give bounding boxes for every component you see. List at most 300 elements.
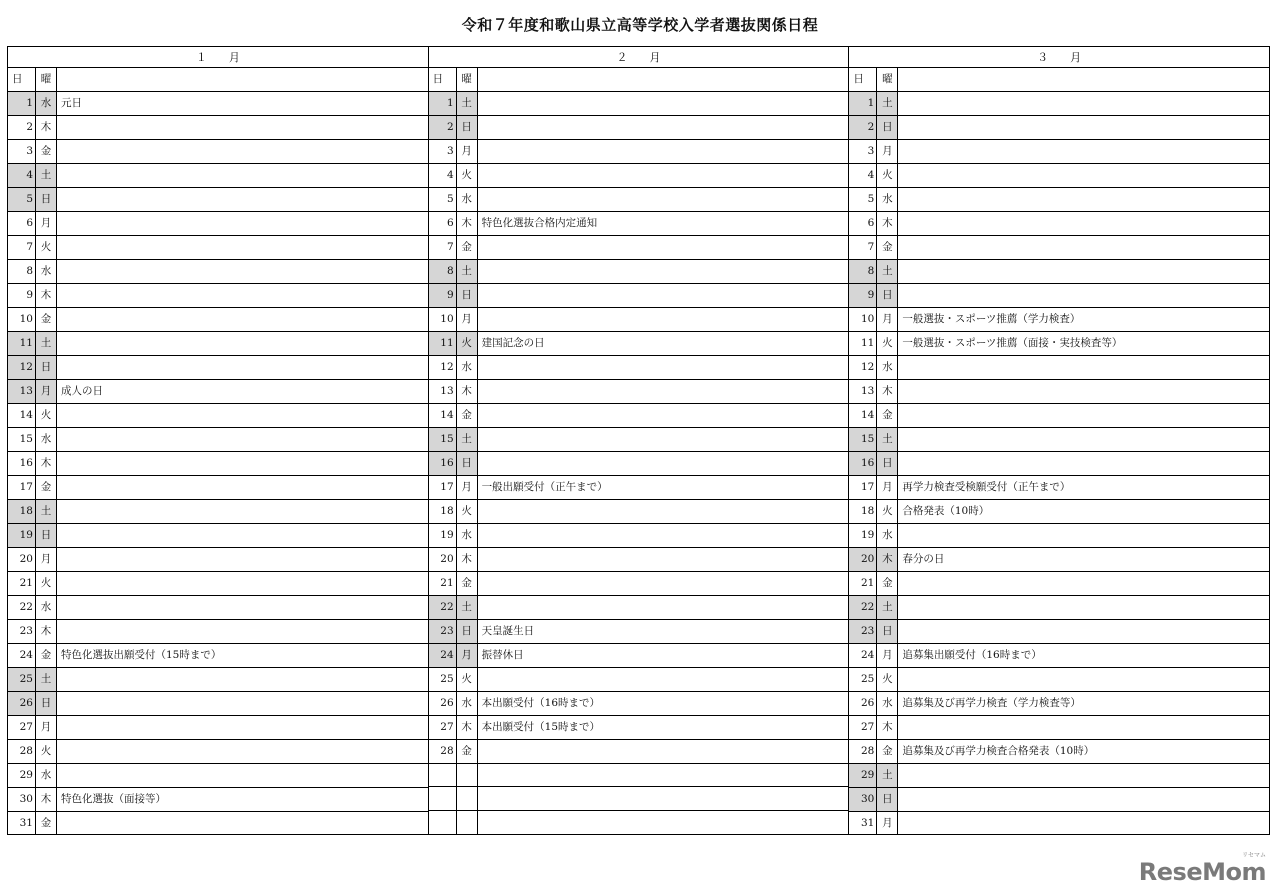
event-text — [477, 548, 849, 571]
day-number: 16 — [429, 452, 456, 475]
table-row — [8, 740, 428, 764]
table-row — [8, 548, 428, 572]
weekday: 金 — [35, 308, 56, 331]
day-number — [429, 811, 456, 834]
event-text — [56, 140, 428, 163]
table-row — [429, 692, 849, 716]
event-text — [477, 524, 849, 547]
event-text — [56, 260, 428, 283]
table-row — [429, 380, 849, 404]
event-text: 元日 — [56, 92, 428, 115]
month-column — [8, 47, 428, 834]
page-title: 令和７年度和歌山県立高等学校入学者選抜関係日程 — [461, 16, 819, 34]
day-number: 2 — [849, 116, 876, 139]
weekday: 水 — [35, 428, 56, 451]
table-row — [429, 404, 849, 428]
day-number: 1 — [8, 92, 35, 115]
table-row — [429, 164, 849, 188]
day-number: 4 — [8, 164, 35, 187]
weekday: 水 — [456, 524, 477, 547]
weekday: 土 — [876, 428, 897, 451]
day-number: 6 — [446, 217, 454, 229]
event-text — [56, 452, 428, 475]
event-text: 再学力検査受検願受付（正午まで） — [897, 476, 1269, 499]
day-number: 19 — [8, 524, 35, 547]
month-column — [428, 47, 849, 834]
day-number: 6 — [867, 217, 875, 229]
event-text — [477, 596, 849, 619]
table-row — [8, 572, 428, 596]
weekday: 木 — [456, 716, 477, 739]
weekday: 月 — [876, 308, 897, 331]
weekday: 金 — [456, 572, 477, 595]
event-text — [56, 572, 428, 595]
table-row — [429, 236, 849, 260]
day-column-header: 日 — [432, 73, 444, 85]
day-number: 5 — [8, 188, 35, 211]
event-text — [897, 428, 1269, 451]
table-row — [429, 572, 849, 596]
weekday-column-header: 曜 — [35, 68, 56, 91]
weekday: 土 — [876, 596, 897, 619]
table-row — [429, 716, 849, 740]
table-row — [429, 500, 849, 524]
weekday: 水 — [35, 92, 56, 115]
day-number: 13 — [860, 385, 875, 397]
event-text — [56, 116, 428, 139]
event-text — [56, 764, 428, 787]
event-text — [56, 596, 428, 619]
weekday: 木 — [876, 548, 897, 571]
day-number: 12 — [440, 361, 454, 373]
weekday: 火 — [35, 572, 56, 595]
event-text — [477, 572, 849, 595]
event-text: 成人の日 — [56, 380, 428, 403]
day-number: 3 — [26, 145, 33, 157]
day-number: 22 — [429, 596, 456, 619]
event-text — [897, 668, 1269, 691]
day-number: 27 — [440, 721, 454, 733]
day-number: 23 — [19, 625, 33, 637]
month-column — [848, 47, 1269, 834]
day-number: 19 — [440, 529, 454, 541]
table-row — [849, 596, 1269, 620]
weekday: 水 — [876, 356, 897, 379]
event-text — [56, 236, 428, 259]
weekday: 月 — [35, 380, 56, 403]
event-text — [477, 764, 849, 786]
event-text — [56, 500, 428, 523]
weekday — [456, 787, 477, 809]
day-number: 26 — [8, 692, 35, 715]
event-column-header — [897, 68, 1269, 91]
table-row — [8, 92, 428, 116]
day-number: 9 — [429, 284, 456, 307]
table-row — [849, 572, 1269, 596]
weekday: 月 — [876, 812, 897, 835]
table-row — [849, 668, 1269, 692]
weekday: 木 — [456, 548, 477, 571]
weekday: 土 — [456, 428, 477, 451]
table-row — [429, 740, 849, 764]
event-text — [56, 212, 428, 235]
weekday: 火 — [35, 740, 56, 763]
day-number: 7 — [446, 241, 454, 253]
event-text — [897, 572, 1269, 595]
event-text — [56, 188, 428, 211]
table-row — [8, 596, 428, 620]
weekday: 日 — [456, 620, 477, 643]
column-header-row — [8, 68, 428, 92]
table-row — [429, 787, 849, 810]
day-number: 29 — [19, 769, 33, 781]
event-text — [897, 212, 1269, 235]
event-text — [56, 308, 428, 331]
table-row — [429, 476, 849, 500]
table-row — [849, 500, 1269, 524]
event-text: 特色化選抜合格内定通知 — [477, 212, 849, 235]
weekday: 土 — [35, 332, 56, 355]
event-text — [897, 284, 1269, 307]
day-number: 28 — [860, 745, 875, 757]
day-number: 10 — [19, 313, 33, 325]
table-row — [429, 428, 849, 452]
weekday: 日 — [35, 188, 56, 211]
schedule-table — [7, 46, 1270, 835]
event-text: 一般選抜・スポーツ推薦（学力検査） — [897, 308, 1269, 331]
weekday: 土 — [35, 668, 56, 691]
weekday: 日 — [456, 284, 477, 307]
weekday: 日 — [456, 116, 477, 139]
event-text — [897, 356, 1269, 379]
table-row — [8, 404, 428, 428]
day-number: 18 — [860, 505, 875, 517]
event-text — [56, 668, 428, 691]
weekday: 水 — [876, 188, 897, 211]
day-number: 30 — [849, 788, 876, 811]
day-number: 11 — [860, 337, 875, 349]
table-row — [8, 716, 428, 740]
day-number: 16 — [19, 457, 33, 469]
table-row — [429, 188, 849, 212]
day-number: 30 — [19, 793, 33, 805]
weekday: 火 — [35, 404, 56, 427]
weekday: 月 — [35, 716, 56, 739]
weekday: 火 — [456, 164, 477, 187]
table-row — [8, 428, 428, 452]
weekday: 土 — [876, 764, 897, 787]
table-row — [8, 164, 428, 188]
table-row — [8, 308, 428, 332]
weekday: 金 — [876, 740, 897, 763]
table-row — [429, 644, 849, 668]
event-text — [56, 548, 428, 571]
weekday: 水 — [456, 692, 477, 715]
event-text — [897, 116, 1269, 139]
table-row — [849, 332, 1269, 356]
table-row — [429, 308, 849, 332]
day-number: 20 — [849, 548, 876, 571]
day-number: 26 — [440, 697, 454, 709]
table-row — [849, 428, 1269, 452]
day-number: 10 — [860, 313, 875, 325]
weekday: 日 — [876, 284, 897, 307]
day-number: 7 — [26, 241, 33, 253]
table-row — [8, 644, 428, 668]
day-number: 11 — [429, 332, 456, 355]
table-row — [849, 452, 1269, 476]
weekday: 水 — [876, 524, 897, 547]
event-text — [477, 740, 849, 763]
day-number: 20 — [19, 553, 33, 565]
day-column-header: 日 — [12, 73, 23, 85]
day-number: 31 — [19, 817, 33, 829]
event-text — [56, 428, 428, 451]
day-number: 25 — [440, 673, 454, 685]
weekday: 木 — [876, 380, 897, 403]
logo-subtext: リセマム — [1242, 852, 1266, 859]
table-row — [429, 260, 849, 284]
event-text — [897, 812, 1269, 835]
event-text — [477, 380, 849, 403]
table-row — [429, 212, 849, 236]
day-number — [429, 787, 456, 809]
table-row — [8, 380, 428, 404]
weekday: 火 — [876, 500, 897, 523]
table-row — [8, 188, 428, 212]
table-row — [849, 284, 1269, 308]
table-row — [849, 812, 1269, 835]
event-text — [56, 716, 428, 739]
weekday — [456, 764, 477, 786]
day-number: 8 — [26, 265, 33, 277]
day-number: 28 — [19, 745, 33, 757]
day-number: 24 — [429, 644, 456, 667]
day-number: 3 — [867, 145, 875, 157]
day-number: 25 — [860, 673, 875, 685]
event-text — [477, 811, 849, 834]
weekday: 日 — [876, 116, 897, 139]
table-row — [849, 788, 1269, 812]
event-text — [477, 308, 849, 331]
table-row — [849, 620, 1269, 644]
day-number: 31 — [860, 817, 875, 829]
day-number: 16 — [849, 452, 876, 475]
day-number: 9 — [26, 289, 33, 301]
event-text — [56, 476, 428, 499]
event-text: 追募集及び再学力検査合格発表（10時） — [897, 740, 1269, 763]
day-number: 25 — [8, 668, 35, 691]
event-text: 本出願受付（16時まで） — [477, 692, 849, 715]
event-text — [897, 764, 1269, 787]
table-row — [429, 332, 849, 356]
day-number: 15 — [849, 428, 876, 451]
weekday: 水 — [35, 764, 56, 787]
weekday: 土 — [876, 260, 897, 283]
table-row — [429, 116, 849, 140]
event-text: 天皇誕生日 — [477, 620, 849, 643]
day-number: 24 — [19, 649, 33, 661]
table-row — [429, 596, 849, 620]
event-text — [897, 188, 1269, 211]
event-text — [477, 428, 849, 451]
day-number: 2 — [429, 116, 456, 139]
day-number: 5 — [446, 193, 454, 205]
weekday: 土 — [456, 596, 477, 619]
weekday: 木 — [35, 620, 56, 643]
weekday: 土 — [456, 92, 477, 115]
day-number: 2 — [26, 121, 33, 133]
table-row — [849, 692, 1269, 716]
weekday: 日 — [876, 620, 897, 643]
event-text — [477, 284, 849, 307]
weekday: 日 — [456, 452, 477, 475]
event-column-header — [56, 68, 428, 91]
table-row — [429, 452, 849, 476]
event-text: 追募集出願受付（16時まで） — [897, 644, 1269, 667]
event-text — [897, 620, 1269, 643]
column-header-row — [849, 68, 1269, 92]
weekday: 水 — [456, 188, 477, 211]
table-row — [849, 644, 1269, 668]
event-text — [56, 404, 428, 427]
day-number: 9 — [849, 284, 876, 307]
event-text: 特色化選抜（面接等） — [56, 788, 428, 811]
table-row — [849, 164, 1269, 188]
weekday: 月 — [456, 476, 477, 499]
weekday: 木 — [35, 116, 56, 139]
day-number: 23 — [849, 620, 876, 643]
day-number: 21 — [440, 577, 454, 589]
table-row — [429, 356, 849, 380]
table-row — [849, 524, 1269, 548]
event-text — [897, 524, 1269, 547]
day-number: 17 — [440, 481, 454, 493]
weekday: 金 — [876, 572, 897, 595]
weekday: 金 — [35, 476, 56, 499]
weekday: 火 — [35, 236, 56, 259]
table-row — [849, 308, 1269, 332]
event-text — [56, 692, 428, 715]
weekday: 月 — [456, 308, 477, 331]
day-number: 23 — [429, 620, 456, 643]
weekday: 金 — [456, 740, 477, 763]
event-text — [477, 188, 849, 211]
day-column-header: 日 — [853, 73, 864, 85]
event-text: 振替休日 — [477, 644, 849, 667]
event-text: 一般選抜・スポーツ推薦（面接・実技検査等） — [897, 332, 1269, 355]
table-row — [8, 692, 428, 716]
day-number: 1 — [849, 92, 876, 115]
event-text — [477, 140, 849, 163]
weekday: 月 — [35, 212, 56, 235]
weekday: 日 — [35, 692, 56, 715]
event-text — [897, 452, 1269, 475]
column-header-row — [429, 68, 849, 92]
month-header: ３ 月 — [849, 47, 1269, 68]
day-number: 27 — [860, 721, 875, 733]
weekday: 火 — [876, 668, 897, 691]
weekday: 木 — [35, 788, 56, 811]
weekday: 土 — [456, 260, 477, 283]
event-text — [897, 716, 1269, 739]
event-text — [477, 236, 849, 259]
event-text — [897, 404, 1269, 427]
day-number: 13 — [8, 380, 35, 403]
weekday: 木 — [876, 212, 897, 235]
day-number: 17 — [19, 481, 33, 493]
event-text — [477, 260, 849, 283]
weekday: 土 — [35, 500, 56, 523]
table-row — [849, 764, 1269, 788]
weekday: 火 — [456, 332, 477, 355]
day-number: 8 — [849, 260, 876, 283]
day-number: 1 — [429, 92, 456, 115]
day-number: 22 — [849, 596, 876, 619]
event-text — [477, 164, 849, 187]
day-number: 28 — [440, 745, 454, 757]
event-text — [897, 380, 1269, 403]
weekday: 日 — [876, 452, 897, 475]
month-header: ２ 月 — [429, 47, 849, 68]
weekday: 金 — [876, 404, 897, 427]
weekday: 金 — [876, 236, 897, 259]
day-number: 21 — [860, 577, 875, 589]
event-text — [897, 140, 1269, 163]
logo-text: ReseMom — [1138, 858, 1266, 886]
table-row — [429, 620, 849, 644]
event-text — [56, 284, 428, 307]
table-row — [429, 524, 849, 548]
weekday: 火 — [876, 332, 897, 355]
table-row — [8, 812, 428, 835]
month-header: １ 月 — [8, 47, 428, 68]
day-number: 15 — [19, 433, 33, 445]
event-column-header — [477, 68, 849, 91]
weekday: 金 — [456, 404, 477, 427]
weekday: 金 — [35, 140, 56, 163]
weekday-column-header: 曜 — [876, 68, 897, 91]
table-row — [429, 284, 849, 308]
event-text — [897, 92, 1269, 115]
event-text: 特色化選抜出願受付（15時まで） — [56, 644, 428, 667]
event-text — [897, 164, 1269, 187]
table-row — [8, 260, 428, 284]
table-row — [849, 740, 1269, 764]
event-text — [477, 356, 849, 379]
event-text — [897, 596, 1269, 619]
weekday: 火 — [876, 164, 897, 187]
day-number: 14 — [860, 409, 875, 421]
event-text: 春分の日 — [897, 548, 1269, 571]
event-text — [477, 787, 849, 809]
table-row — [8, 788, 428, 812]
event-text — [477, 668, 849, 691]
event-text — [56, 524, 428, 547]
table-row — [8, 452, 428, 476]
event-text — [56, 356, 428, 379]
event-text: 追募集及び再学力検査（学力検査等） — [897, 692, 1269, 715]
day-number: 14 — [440, 409, 454, 421]
day-number: 15 — [429, 428, 456, 451]
table-row — [429, 764, 849, 787]
weekday: 金 — [35, 812, 56, 835]
weekday: 金 — [35, 644, 56, 667]
table-row — [8, 116, 428, 140]
day-number: 17 — [860, 481, 875, 493]
weekday: 月 — [456, 140, 477, 163]
table-row — [849, 548, 1269, 572]
